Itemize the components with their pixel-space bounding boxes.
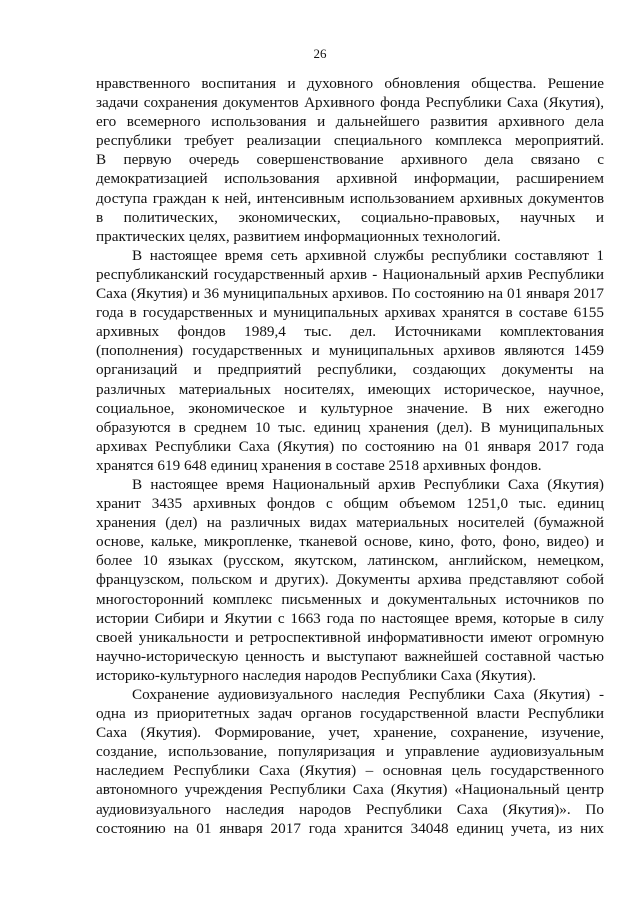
text-line: Сохранение аудиовизуального наследия Республики Саха (Якутия) - xyxy=(132,686,604,703)
text-line: нравственного воспитания и духовного обновления общества. Решение xyxy=(96,75,604,92)
text-line: основе, кальке, микропленке, тканевой основе, кино, фото, фоно, видео) и xyxy=(96,533,604,551)
text-line: историко-культурного наследия народов Республики Саха (Якутия). xyxy=(96,666,537,684)
text-line: республиканский государственный архив - Национальный архив Республики xyxy=(96,265,604,283)
text-line: социальное, экономическое и культурное значение. В них ежегодно xyxy=(96,399,604,417)
paragraph xyxy=(96,685,604,838)
text-line: различных материальных носителях, имеющих историческое, научное, xyxy=(96,380,604,398)
text-line: задачи сохранения документов Архивного фонда Республики Саха (Якутия), xyxy=(96,94,604,112)
text-line: образуются в среднем 10 тыс. единиц хранения (дел). В муниципальных xyxy=(96,418,604,436)
text-line: демократизацией использования архивной информации, расширением xyxy=(96,170,604,188)
body-text xyxy=(96,74,604,838)
text-line: в политических, экономических, социально-правовых, научных и xyxy=(96,208,604,226)
text-line: аудиовизуального наследия народов Республики Саха (Якутия)». По xyxy=(96,800,604,818)
text-line: хранит 3435 архивных фондов с общим объемом 1251,0 тыс. единиц xyxy=(96,495,604,513)
text-line: многосторонний комплекс письменных и документальных источников по xyxy=(96,590,604,608)
text-line: истории Сибири и Якутии с 1663 года по настоящее время, которые в силу xyxy=(96,609,604,627)
text-line: республики требует реализации специального комплекса мероприятий. xyxy=(96,132,604,150)
text-line: года в государственных и муниципальных архивах хранятся в составе 6155 xyxy=(96,304,604,322)
text-line: доступа граждан к ней, интенсивным использованием архивных документов xyxy=(96,189,604,207)
text-line: В настоящее время сеть архивной службы республики составляют 1 xyxy=(132,246,604,264)
text-line: своей уникальности и ретроспективной информативности имеют огромную xyxy=(96,628,604,646)
text-line: Саха (Якутия) и 36 муниципальных архивов. По состоянию на 01 января 2017 xyxy=(96,285,604,303)
text-line: его всемерного использования и дальнейшего развития архивного дела xyxy=(96,113,604,131)
text-line: наследием Республики Саха (Якутия) – основная цель государственного xyxy=(96,762,604,780)
text-line: архивных фондов 1989,4 тыс. дел. Источниками комплектования xyxy=(96,323,604,341)
text-line: организаций и предприятий республики, создающих документы на xyxy=(96,361,604,379)
paragraph xyxy=(96,246,604,475)
text-line: архивах Республики Саха (Якутия) по состоянию на 01 января 2017 года xyxy=(96,437,604,455)
paragraph xyxy=(96,475,604,685)
text-line: практических целях, развитием информационных технологий. xyxy=(96,227,501,245)
text-line: научно-историческую ценность и выступают важнейшей составной частью xyxy=(96,647,604,665)
text-line: более 10 языках (русском, якутском, латинском, английском, немецком, xyxy=(96,552,604,570)
text-line: французском, польском и других). Документы архива представляют собой xyxy=(96,571,604,589)
paragraph xyxy=(96,74,604,246)
text-line: Саха (Якутия). Формирование, учет, хранение, сохранение, изучение, xyxy=(96,724,604,742)
text-line: хранения (дел) на различных видах материальных носителей (бумажной xyxy=(96,514,604,532)
text-line: хранятся 619 648 единиц хранения в составе 2518 архивных фондов. xyxy=(96,456,542,474)
text-line: состоянию на 01 января 2017 года хранится 34048 единиц учета, из них xyxy=(96,819,604,837)
text-line: В первую очередь совершенствование архивного дела связано с xyxy=(96,151,604,169)
text-line: одна из приоритетных задач органов государственной власти Республики xyxy=(96,705,604,723)
text-line: автономного учреждения Республики Саха (Якутия) «Национальный центр xyxy=(96,781,604,799)
page-number: 26 xyxy=(313,46,327,61)
text-line: (пополнения) государственных и муниципальных архивов являются 1459 xyxy=(96,342,604,360)
text-line: В настоящее время Национальный архив Республики Саха (Якутия) xyxy=(132,475,604,493)
text-line: создание, использование, популяризация и управление аудиовизуальным xyxy=(96,743,604,761)
